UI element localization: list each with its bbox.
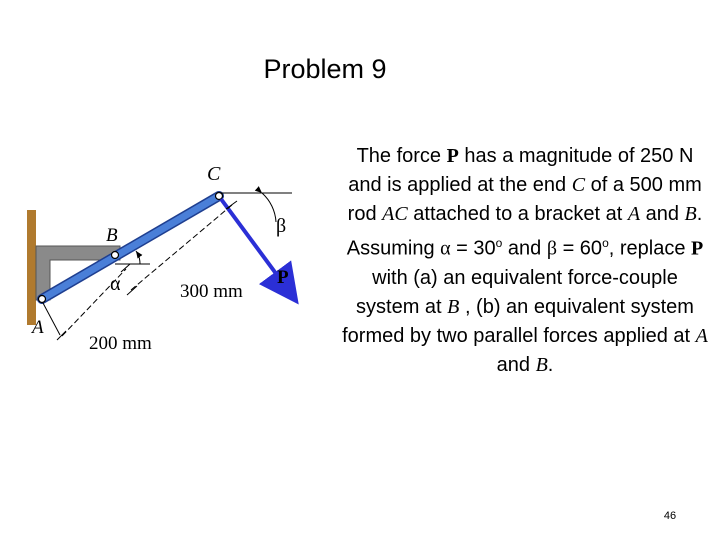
label-force-p: P xyxy=(277,267,289,288)
pin-b xyxy=(112,252,119,259)
label-b: B xyxy=(106,225,118,246)
label-c: C xyxy=(207,163,221,185)
problem-statement: The force P has a magnitude of 250 N and is applied at the end C of a 500 mm rod AC attached to a bracket at A and B. Assuming $\alpha = 30^o$ and $\beta = 60^o$, replace P with (a) an equivalent force-couple system at B , (b) an equivalent system formed by two parallel forces applied at A and B. xyxy=(342,145,708,376)
pin-c xyxy=(216,193,223,200)
label-200mm: 200 mm xyxy=(89,333,152,354)
label-a: A xyxy=(32,317,44,338)
page-title: Problem 9 xyxy=(263,54,387,84)
rod-bracket-diagram xyxy=(0,0,340,540)
label-beta: β xyxy=(276,215,287,237)
label-300mm: 300 mm xyxy=(180,281,243,302)
page-number: 46 xyxy=(663,510,677,522)
beta-arc xyxy=(262,193,276,222)
label-alpha: α xyxy=(110,273,121,295)
wall xyxy=(27,210,36,325)
alpha-arc xyxy=(136,251,140,264)
pin-a xyxy=(39,296,46,303)
